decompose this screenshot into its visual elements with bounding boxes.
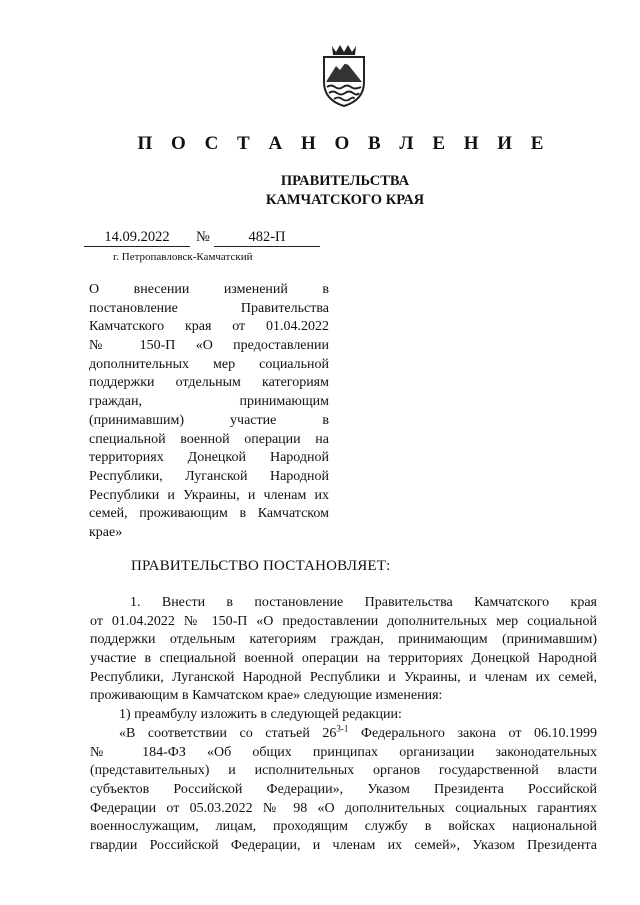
body-line: № 184-ФЗ «Об общих принципах организации законодательных xyxy=(90,744,597,760)
document-number: 482-П xyxy=(214,229,320,247)
decree-heading: ПРАВИТЕЛЬСТВО ПОСТАНОВЛЯЕТ: xyxy=(131,558,391,574)
subject-line: О внесении изменений в xyxy=(89,282,329,297)
body-line: 1) преамбулу изложить в следующей редакции: xyxy=(119,707,402,723)
number-sign: № xyxy=(196,229,210,245)
subject-line: семей, проживающим в Камчатском xyxy=(89,506,329,522)
subject-line: граждан, принимающим xyxy=(89,394,329,410)
body-line: субъектов Российской Федерации», Указом Президента Российской xyxy=(90,781,597,797)
subject-line: Камчатского края от 01.04.2022 xyxy=(89,319,329,335)
subject-line: поддержки отдельным категориям xyxy=(89,375,329,391)
body-line-part: Федерального закона от 06.10.1999 xyxy=(360,725,598,741)
body-line: от 01.04.2022 № 150-П «О предоставлении дополнительных мер социальной xyxy=(90,613,597,629)
body-line: военнослужащим, лицам, проходящим службу в войсках национальной xyxy=(90,819,597,835)
subject-line: специальной военной операции на xyxy=(89,431,329,447)
body-line: участие в специальной военной операции на территориях Донецкой Народной xyxy=(90,651,597,667)
body-line-with-superscript xyxy=(90,725,597,744)
kamchatka-coat-of-arms-icon xyxy=(318,42,370,108)
document-body xyxy=(90,594,597,856)
body-line: гвардии Российской Федерации, и членам их семей», Указом Президента xyxy=(90,837,597,853)
document-subject xyxy=(89,281,329,543)
body-line: 1. Внести в постановление Правительства Камчатского края xyxy=(130,595,597,610)
city-name: г. Петропавловск-Камчатский xyxy=(113,251,253,263)
subject-line: территориях Донецкой Народной xyxy=(89,450,329,466)
subject-line: дополнительных мер социальной xyxy=(89,356,329,372)
subject-line: (принимавшим) участие в xyxy=(89,412,329,428)
document-date: 14.09.2022 xyxy=(84,229,190,247)
body-line-part: «В соответствии со статьей 26 xyxy=(119,725,337,741)
body-line: Республики, Луганской Народной Республики и Украины, и членам их семей, xyxy=(90,669,597,685)
subject-line: Республики и Украины, и членам их xyxy=(89,487,329,503)
org-name-line2: КАМЧАТСКОГО КРАЯ xyxy=(265,192,425,208)
body-line: (представительных) и исполнительных органов государственной власти xyxy=(90,763,597,779)
subject-line: постановление Правительства xyxy=(89,300,329,316)
article-superscript: 3-1 xyxy=(336,723,349,734)
subject-line: № 150-П «О предоставлении xyxy=(89,338,329,354)
body-line: проживающим в Камчатском крае» следующие изменения: xyxy=(90,688,443,704)
subject-line: Республики, Луганской Народной xyxy=(89,468,329,484)
document-title: П О С Т А Н О В Л Е Н И Е xyxy=(137,133,551,154)
org-name-line1: ПРАВИТЕЛЬСТВА xyxy=(280,173,410,189)
body-line: поддержки отдельным категориям граждан, принимающим (принимавшим) xyxy=(90,632,597,648)
body-line: Федерации от 05.03.2022 № 98 «О дополнительных социальных гарантиях xyxy=(90,800,597,816)
subject-line: крае» xyxy=(89,524,123,540)
